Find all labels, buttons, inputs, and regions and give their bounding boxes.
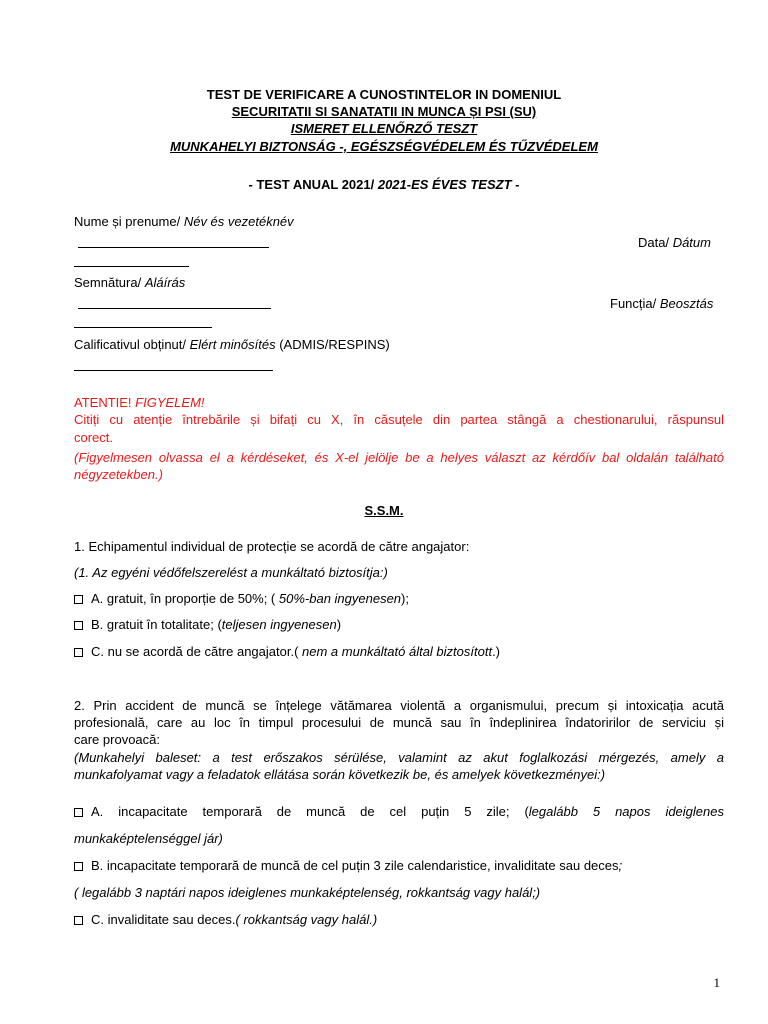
q1-option-b xyxy=(74,616,341,633)
q1-b-checkbox[interactable] xyxy=(74,621,83,630)
q1-c-checkbox[interactable] xyxy=(74,648,83,657)
qualification-options: (ADMIS/RESPINS) xyxy=(275,337,390,352)
q2-b-ro: B. incapacitate temporară de muncă de cel puțin 3 zile calendaristice, invaliditate sau deces xyxy=(91,858,619,873)
function-label-ro: Funcția/ xyxy=(610,296,660,311)
q2-b-hu: ( legalább 3 naptári napos ideiglenes munkaképtelenség, rokkantság vagy halál;) xyxy=(74,885,541,900)
q1-text-hu: (1. Az egyéni védőfelszerelést a munkáltató biztosítja:) xyxy=(74,565,388,580)
q1-a-hu: 50%-ban ingyenesen xyxy=(278,591,402,606)
q2-c-ro: C. invaliditate sau deces. xyxy=(91,912,236,927)
q2-ro-line-1: 2. Prin accident de muncă se înțelege vătămarea violentă a organismului, precum și intoxicația acută xyxy=(74,698,724,713)
annual-test-hu: 2021-ES ÉVES TESZT xyxy=(377,177,512,192)
name-label-hu: Név és vezetéknév xyxy=(183,214,294,229)
q2-option-a xyxy=(74,803,724,820)
q2-b-end: ; xyxy=(618,858,623,873)
name-label xyxy=(74,213,294,230)
q1-c-hu: nem a munkáltató által biztosított xyxy=(302,644,493,659)
name-label-ro: Nume și prenume/ xyxy=(74,214,184,229)
title-line-1: TEST DE VERIFICARE A CUNOSTINTELOR IN DOMENIUL xyxy=(206,87,562,102)
signature-field-line[interactable] xyxy=(78,308,271,309)
signature-label xyxy=(74,274,185,291)
notice-ro-line-1: Citiți cu atenție întrebările și bifați cu X, în căsuțele din partea stângă a chestionarului, răspunsul xyxy=(74,412,724,427)
q2-ro-line-3: care provoacă: xyxy=(74,732,160,747)
page-number: 1 xyxy=(713,975,720,990)
notice-hu-line-1: (Figyelmesen olvassa el a kérdéseket, és X-el jelölje be a helyes választ az kérdőív bal oldalán található xyxy=(74,450,724,465)
q2-a-ro: A. incapacitate temporară de muncă de cel puțin 5 zile; ( xyxy=(91,804,529,819)
date-label-ro: Data/ xyxy=(638,235,673,250)
notice-atentie: ATENTIE! xyxy=(74,395,136,410)
qualification-label-hu: Elért minősítés xyxy=(189,337,276,352)
function-field-line[interactable] xyxy=(74,327,212,328)
q1-b-end: ) xyxy=(336,617,342,632)
qualification-label xyxy=(74,336,390,353)
q2-option-c xyxy=(74,911,377,928)
q2-b-checkbox[interactable] xyxy=(74,862,83,871)
notice-figyelem: FIGYELEM! xyxy=(135,395,205,410)
date-label xyxy=(638,234,711,251)
q1-c-ro: C. nu se acordă de către angajator.( xyxy=(91,644,303,659)
notice-hu-line-2: négyzetekben.) xyxy=(74,467,163,482)
q1-text-ro: 1. Echipamentul individual de protecție se acordă de către angajator: xyxy=(74,539,470,554)
title-line-2: SECURITATII SI SANATATII IN MUNCA ȘI PSI (SU) xyxy=(231,104,537,119)
qualification-field-line[interactable] xyxy=(74,370,273,371)
signature-label-ro: Semnătura/ xyxy=(74,275,145,290)
q2-option-b xyxy=(74,857,622,874)
q2-hu-line-1: (Munkahelyi baleset: a test erőszakos sérülése, valamint az akut foglalkozási mérgezés, amely a xyxy=(74,750,724,765)
notice-heading xyxy=(74,394,205,411)
q2-a-hu-1: legalább 5 napos ideiglenes xyxy=(528,804,724,819)
q2-a-hu-2: munkaképtelenséggel jár) xyxy=(74,831,223,846)
date-field-line[interactable] xyxy=(74,266,189,267)
q1-option-a xyxy=(74,590,409,607)
name-field-line[interactable] xyxy=(78,247,269,248)
title-line-3: ISMERET ELLENŐRZŐ TESZT xyxy=(290,121,478,136)
q2-ro-line-2: profesională, care au loc în timpul procesului de muncă sau în îndeplinirea îndatoririlor de serviciu și xyxy=(74,715,724,730)
annual-test-line xyxy=(0,176,768,193)
title-line-4: MUNKAHELYI BIZTONSÁG -, EGÉSZSÉGVÉDELEM ÉS TŰZVÉDELEM xyxy=(170,139,598,154)
signature-label-hu: Aláírás xyxy=(144,275,186,290)
function-label xyxy=(610,295,713,312)
q2-a-checkbox[interactable] xyxy=(74,808,83,817)
q1-b-ro: B. gratuit în totalitate; ( xyxy=(91,617,222,632)
function-label-hu: Beosztás xyxy=(659,296,714,311)
q1-a-checkbox[interactable] xyxy=(74,595,83,604)
section-title: S.S.M. xyxy=(364,503,404,518)
q2-c-hu: ( rokkantság vagy halál.) xyxy=(235,912,378,927)
q1-c-end: .) xyxy=(492,644,501,659)
q2-c-checkbox[interactable] xyxy=(74,916,83,925)
q1-b-hu: teljesen ingyenesen xyxy=(221,617,337,632)
q1-a-end: ); xyxy=(401,591,409,606)
annual-test-end: - xyxy=(511,177,520,192)
qualification-label-ro: Calificativul obținut/ xyxy=(74,337,190,352)
date-label-hu: Dátum xyxy=(672,235,711,250)
annual-test-ro: - TEST ANUAL 2021/ xyxy=(248,177,378,192)
q2-hu-line-2: munkafolyamat vagy a feladatok ellátása során következik be, és amelyek következményei:) xyxy=(74,767,606,782)
notice-ro-line-2: corect. xyxy=(74,430,114,445)
q1-a-ro: A. gratuit, în proporție de 50%; ( xyxy=(91,591,279,606)
q1-option-c xyxy=(74,643,500,660)
